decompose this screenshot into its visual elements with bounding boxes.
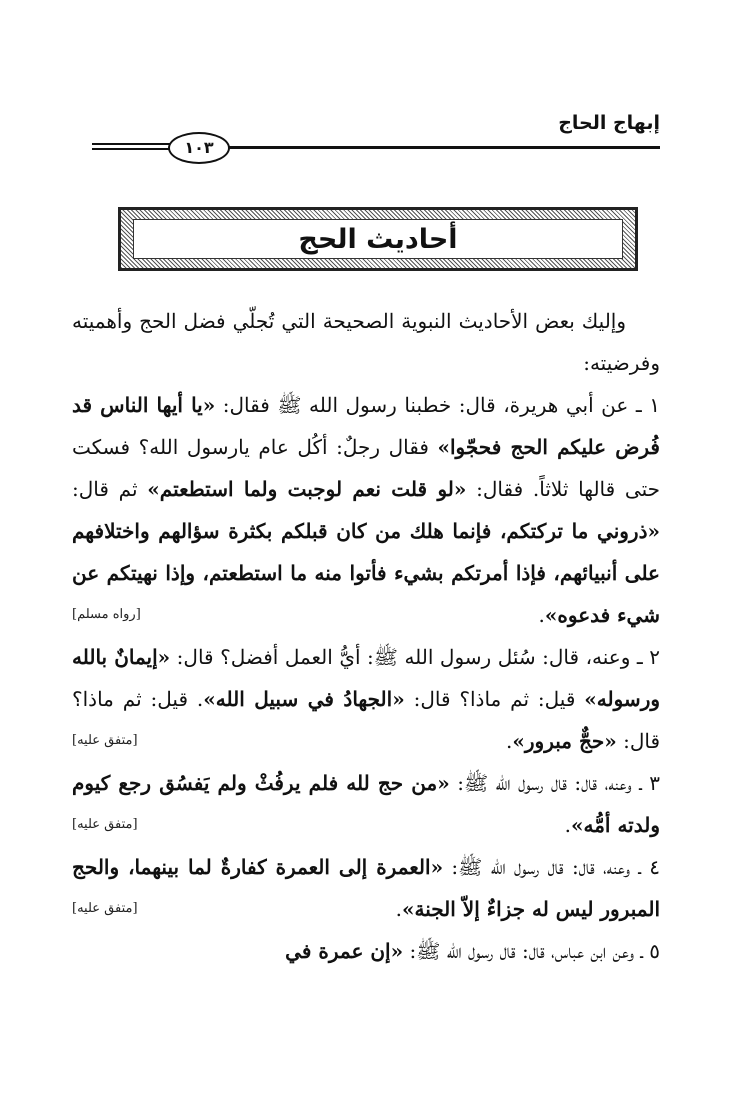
- header-rule-left-bottom: [92, 148, 170, 150]
- hadith-source: [متفق عليه]: [72, 733, 138, 748]
- hadith-5: [72, 930, 660, 972]
- hadith-text: .: [506, 729, 513, 753]
- hadith-quote: «يا أيها الناس قد فُرض عليكم الحج فحجّوا»: [72, 393, 660, 459]
- hadith-4: [72, 846, 660, 930]
- hadith-text: ثم قال:: [72, 477, 148, 501]
- hadith-number: ٢ ـ: [636, 645, 661, 669]
- hadith-quote: «إن عمرة في: [285, 939, 404, 963]
- hadith-quote: «حجٌّ مبرور»: [512, 729, 617, 753]
- hadith-source: [متفق عليه]: [72, 901, 138, 916]
- hadith-3: [72, 762, 660, 846]
- page-header: [0, 0, 732, 170]
- section-title-frame: [118, 207, 638, 271]
- hadith-text: .: [395, 897, 402, 921]
- hadith-quote: «الجهادُ في سبيل الله»: [203, 687, 405, 711]
- hadith-source: [متفق عليه]: [72, 817, 138, 832]
- header-rule-left-top: [92, 143, 170, 145]
- hadith-quote: «إيمانٌ بالله ورسوله»: [72, 645, 661, 711]
- section-title: أحاديث الحج: [298, 223, 458, 255]
- header-rule: [225, 146, 660, 149]
- running-title: إبهاج الحاج: [558, 112, 660, 134]
- hadith-quote: «لو قلت نعم لوجبت ولما استطعتم»: [147, 477, 467, 501]
- hadith-text: .: [564, 813, 571, 837]
- hadith-text: وعنه، قال: سُئل رسول الله ﷺ: أيُّ العمل أفضل؟ قال:: [170, 645, 631, 669]
- hadith-2: [72, 636, 660, 762]
- hadith-quote: «ذروني ما تركتكم، فإنما هلك من كان قبلكم بكثرة سؤالهم واختلافهم على أنبيائهم، فإذا أمرتكم بشيء فأتوا منه ما استطعتم، وإذا نهيتكم عن شيء فدعوه»: [72, 519, 660, 627]
- hadith-quote: «من حج لله فلم يرفُثْ ولم يَفسُق رجع كيوم ولدته أمُّه»: [72, 771, 660, 837]
- hadith-text: . قيل: ثم ماذا؟ قال:: [72, 687, 660, 753]
- hadith-1: [72, 384, 660, 636]
- hadith-text: وعنه، قال: قال رسول الله ﷺ:: [449, 771, 632, 795]
- hadith-number: ٥ ـ: [640, 939, 660, 963]
- page-number: ١٠٣: [168, 132, 230, 164]
- hadith-quote: «العمرة إلى العمرة كفارةٌ لما بينهما، والحج المبرور ليس له جزاءٌ إلاّ الجنة»: [72, 855, 660, 921]
- hadith-text: وعنه، قال: قال رسول الله ﷺ:: [443, 855, 631, 879]
- section-title-box: [133, 219, 623, 259]
- hadith-text: عن أبي هريرة، قال: خطبنا رسول الله ﷺ فقال:: [215, 393, 629, 417]
- hadith-number: ١ ـ: [635, 393, 660, 417]
- hadith-text: وعن ابن عباس، قال: قال رسول الله ﷺ:: [403, 939, 635, 963]
- page-body: [72, 300, 660, 972]
- hadith-number: ٤ ـ: [638, 855, 661, 879]
- intro-paragraph: وإليك بعض الأحاديث النبوية الصحيحة التي تُجلّي فضل الحج وأهميته وفرضيته:: [72, 309, 660, 375]
- hadith-text: قيل: ثم ماذا؟ قال:: [404, 687, 585, 711]
- hadith-source: [رواه مسلم]: [72, 607, 141, 622]
- hadith-text: .: [538, 603, 545, 627]
- hadith-number: ٣ ـ: [639, 771, 661, 795]
- hadith-text: فقال رجلٌ: أكُل عام يارسول الله؟ فسكت حتى قالها ثلاثاً. فقال:: [72, 435, 660, 501]
